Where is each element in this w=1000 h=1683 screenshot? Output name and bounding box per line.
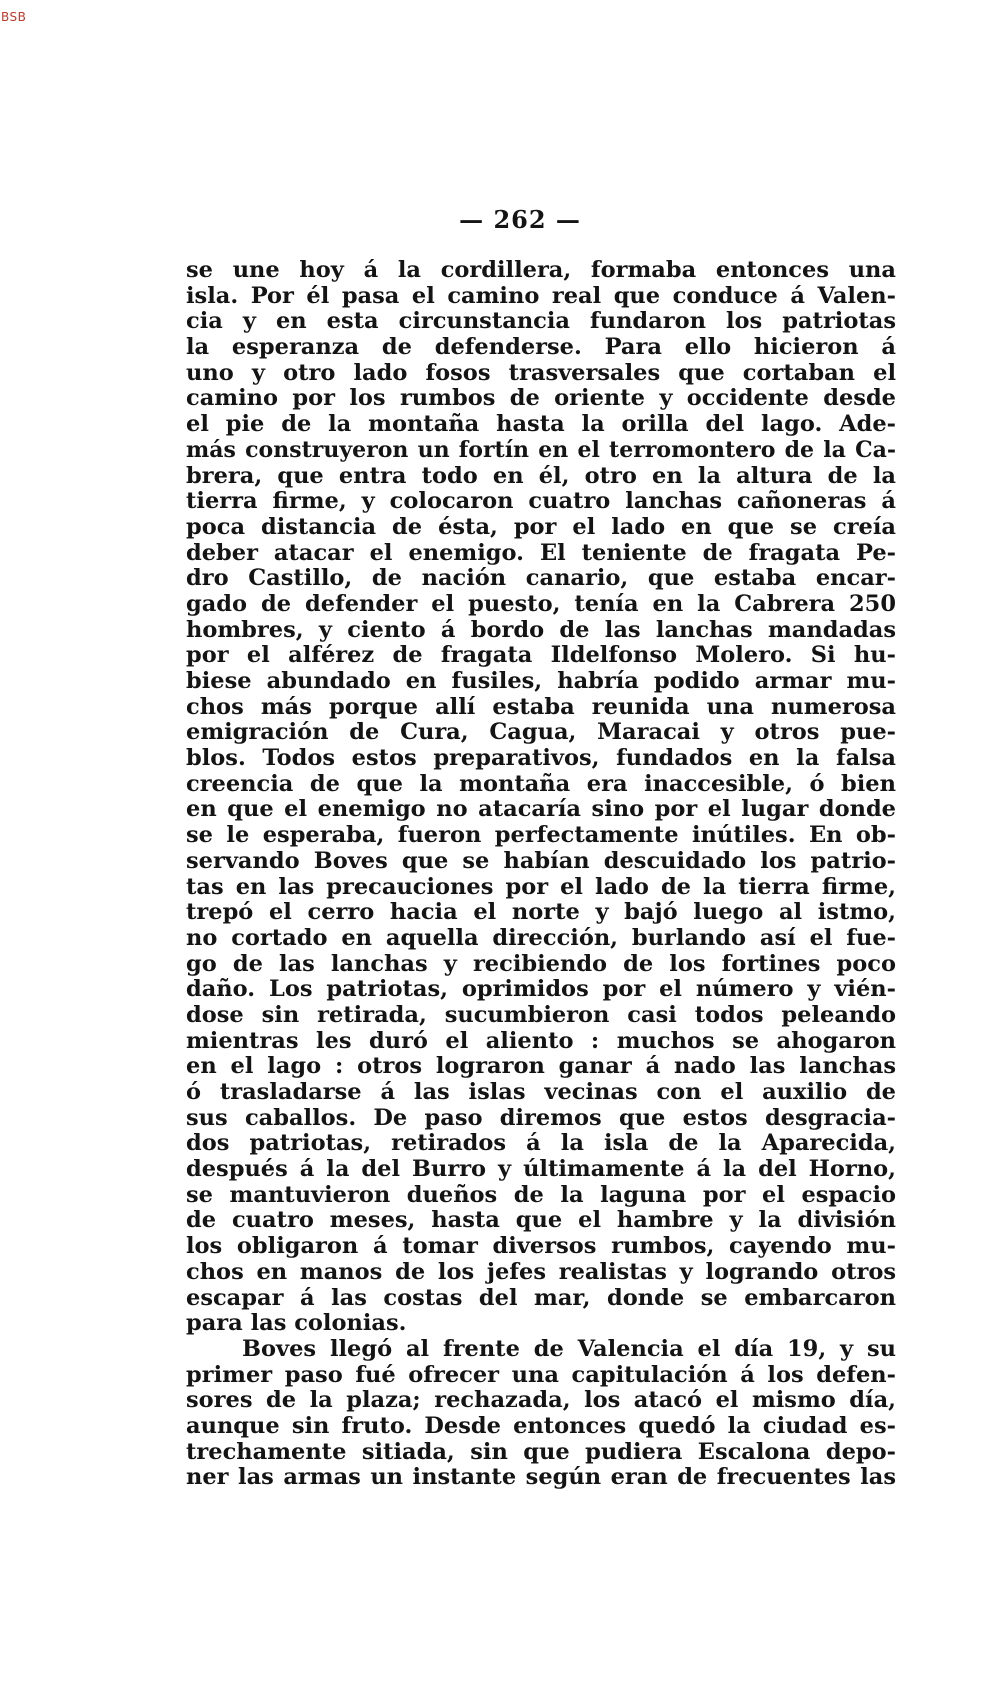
text-line: tas en las precauciones por el lado de la tierra firme, bbox=[186, 874, 896, 900]
text-line: aunque sin fruto. Desde entonces quedó la ciudad es- bbox=[186, 1413, 896, 1439]
text-line: tierra firme, y colocaron cuatro lanchas cañoneras á bbox=[186, 489, 896, 515]
text-line: emigración de Cura, Cagua, Maracai y otros pue- bbox=[186, 720, 896, 746]
library-watermark: BSB bbox=[1, 10, 27, 24]
text-line: isla. Por él pasa el camino real que conduce á Valen- bbox=[186, 283, 896, 309]
text-line: los obligaron á tomar diversos rumbos, cayendo mu- bbox=[186, 1234, 896, 1260]
text-line: cia y en esta circunstancia fundaron los patriotas bbox=[186, 309, 896, 335]
text-line: deber atacar el enemigo. El teniente de fragata Pe- bbox=[186, 540, 896, 566]
text-line: sores de la plaza; rechazada, los atacó el mismo día, bbox=[186, 1388, 896, 1414]
text-line: blos. Todos estos preparativos, fundados en la falsa bbox=[186, 746, 896, 772]
paragraph-start-line: Boves llegó al frente de Valencia el día 19, y su bbox=[242, 1336, 896, 1362]
text-line: el pie de la montaña hasta la orilla del lago. Ade- bbox=[186, 412, 896, 438]
text-line: se une hoy á la cordillera, formaba entonces una bbox=[186, 258, 896, 283]
text-line: creencia de que la montaña era inaccesible, ó bien bbox=[186, 771, 896, 797]
text-line: se mantuvieron dueños de la laguna por el espacio bbox=[186, 1182, 896, 1208]
text-line: escapar á las costas del mar, donde se embarcaron bbox=[186, 1285, 896, 1311]
text-line: go de las lanchas y recibiendo de los fortines poco bbox=[186, 951, 896, 977]
text-line: se le esperaba, fueron perfectamente inútiles. En ob- bbox=[186, 823, 896, 849]
text-line: más construyeron un fortín en el terromontero de la Ca- bbox=[186, 437, 896, 463]
paragraph-end-line: para las colonias. bbox=[186, 1311, 407, 1337]
text-line: la esperanza de defenderse. Para ello hicieron á bbox=[186, 335, 896, 361]
text-line: chos más porque allí estaba reunida una numerosa bbox=[186, 694, 896, 720]
text-line: en el lago : otros lograron ganar á nado las lanchas bbox=[186, 1054, 896, 1080]
text-line: daño. Los patriotas, oprimidos por el número y vién- bbox=[186, 977, 896, 1003]
text-line: gado de defender el puesto, tenía en la Cabrera 250 bbox=[186, 591, 896, 617]
body-text bbox=[186, 258, 896, 1491]
text-line: por el alférez de fragata Ildelfonso Molero. Si hu- bbox=[186, 643, 896, 669]
text-line: de cuatro meses, hasta que el hambre y la división bbox=[186, 1208, 896, 1234]
text-line: en que el enemigo no atacaría sino por el lugar donde bbox=[186, 797, 896, 823]
text-line: primer paso fué ofrecer una capitulación á los defen- bbox=[186, 1362, 896, 1388]
page-number: — 262 — bbox=[459, 205, 581, 234]
text-line: dro Castillo, de nación canario, que estaba encar- bbox=[186, 566, 896, 592]
text-line: biese abundado en fusiles, habría podido armar mu- bbox=[186, 669, 896, 694]
text-line: mientras les duró el aliento : muchos se ahogaron bbox=[186, 1028, 896, 1054]
text-line: trepó el cerro hacia el norte y bajó luego al istmo, bbox=[186, 900, 896, 926]
text-line: brera, que entra todo en él, otro en la altura de la bbox=[186, 463, 896, 489]
text-line: ner las armas un instante según eran de frecuentes las bbox=[186, 1465, 896, 1491]
text-line: chos en manos de los jefes realistas y logrando otros bbox=[186, 1259, 896, 1285]
text-line: camino por los rumbos de oriente y occidente desde bbox=[186, 386, 896, 412]
text-line: hombres, y ciento á bordo de las lanchas mandadas bbox=[186, 617, 896, 643]
text-line: dose sin retirada, sucumbieron casi todos peleando bbox=[186, 1002, 896, 1028]
text-line: ó trasladarse á las islas vecinas con el auxilio de bbox=[186, 1080, 896, 1105]
text-line: trechamente sitiada, sin que pudiera Escalona depo- bbox=[186, 1439, 896, 1465]
text-line: servando Boves que se habían descuidado los patrio- bbox=[186, 848, 896, 874]
text-line: poca distancia de ésta, por el lado en que se creía bbox=[186, 514, 896, 540]
text-line: no cortado en aquella dirección, burlando así el fue- bbox=[186, 925, 896, 951]
text-line: sus caballos. De paso diremos que estos desgracia- bbox=[186, 1105, 896, 1131]
text-line: uno y otro lado fosos trasversales que cortaban el bbox=[186, 360, 896, 386]
text-line: dos patriotas, retirados á la isla de la Aparecida, bbox=[186, 1131, 896, 1157]
text-line: después á la del Burro y últimamente á la del Horno, bbox=[186, 1157, 896, 1183]
